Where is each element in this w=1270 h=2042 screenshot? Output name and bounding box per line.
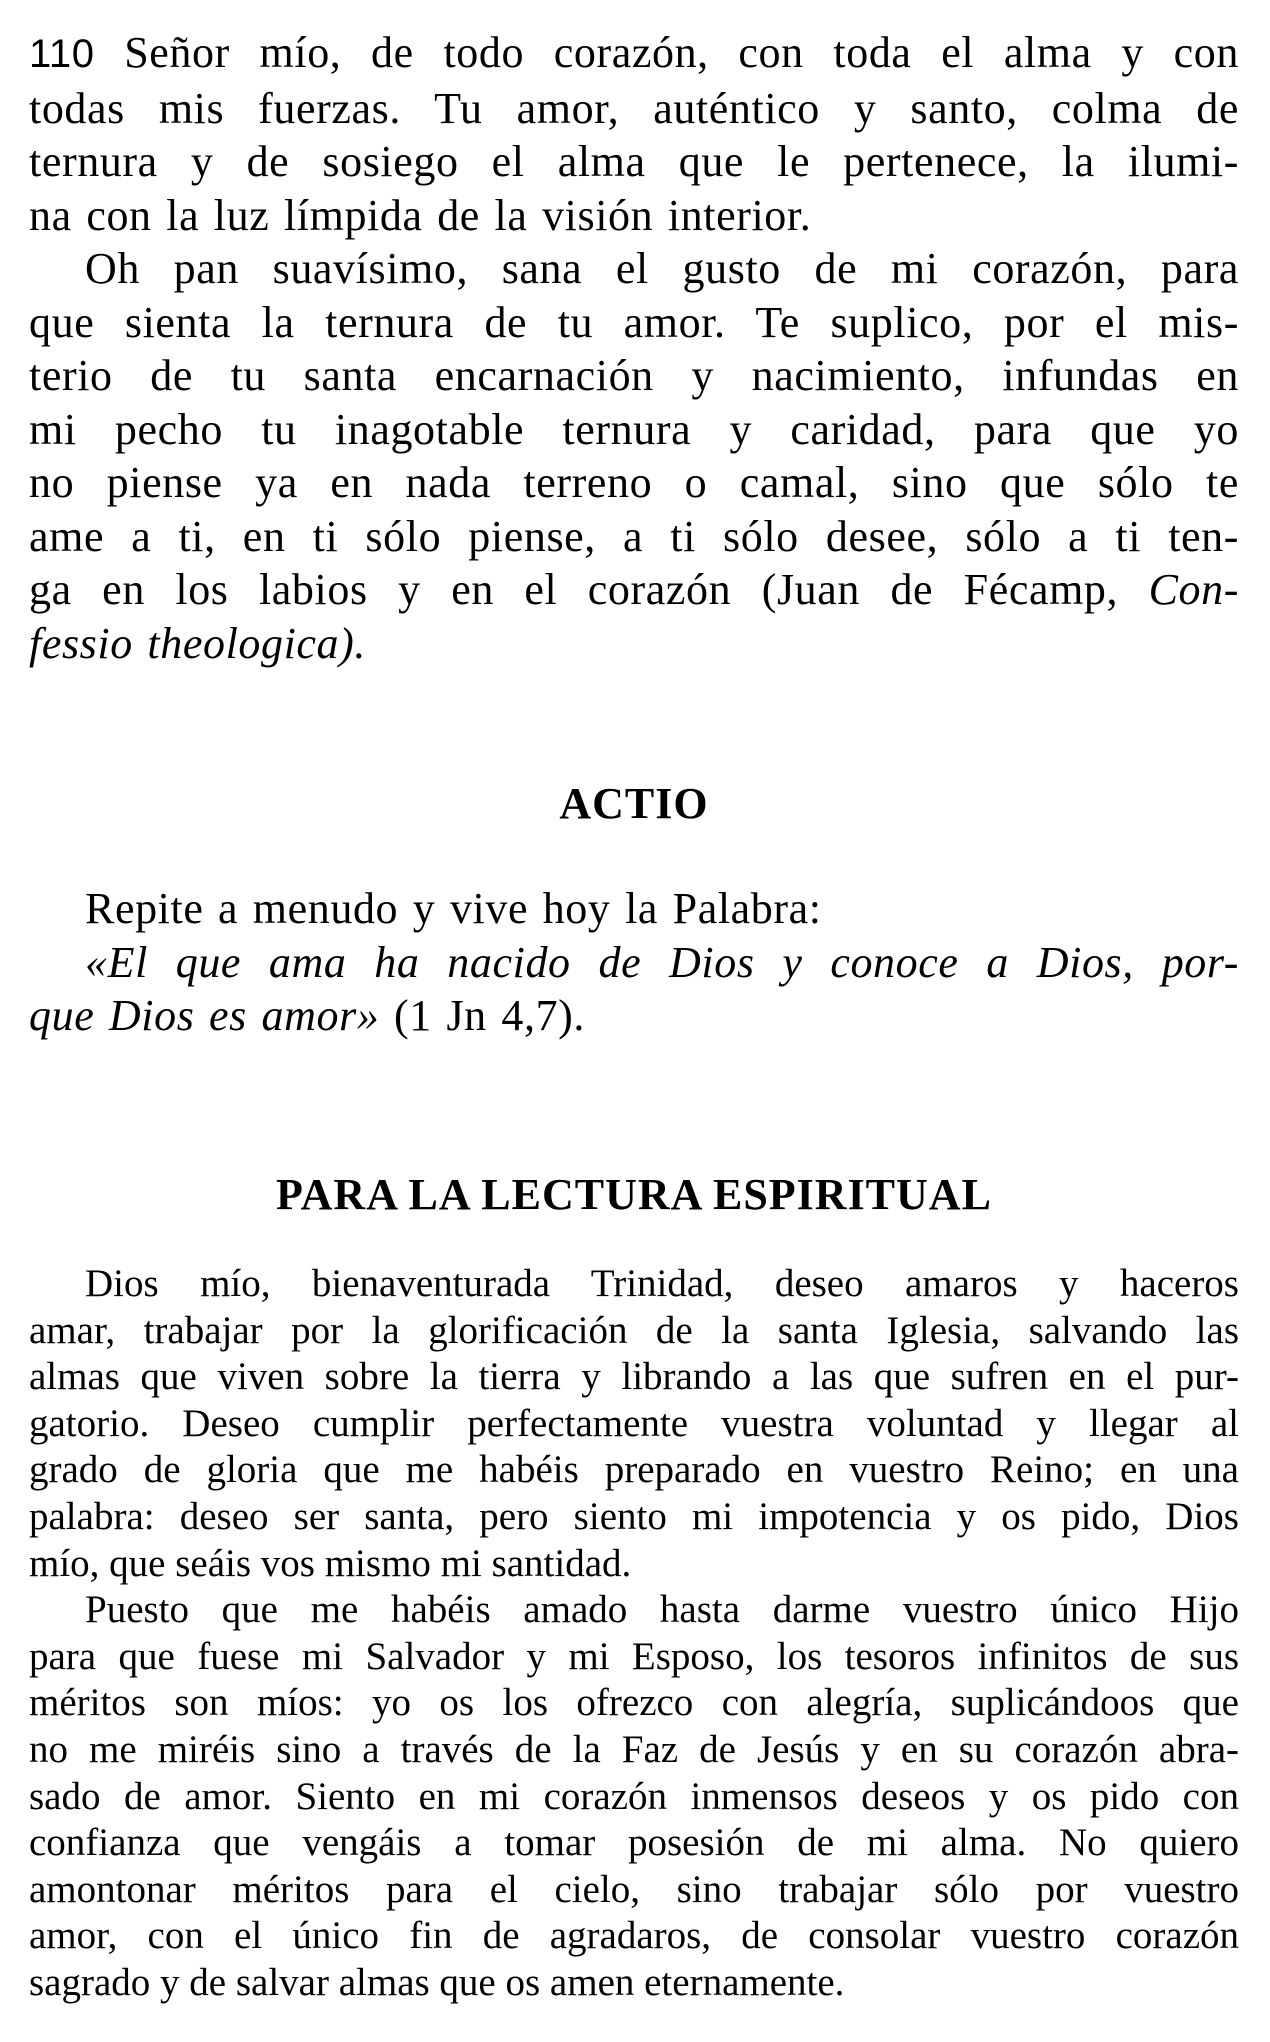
prayer-line: que sienta la ternura de tu amor. Te suplico, por el mis- [29,297,1239,347]
actio-quote-line: «El que ama ha nacido de Dios y conoce a Dios, por- [85,937,1239,987]
prayer-line: mi pecho tu inagotable ternura y caridad, para que yo [29,404,1239,454]
lectura-line: amor, con el único fin de agradaros, de consolar vuestro corazón [29,1914,1239,1958]
scripture-reference: (1 Jn 4,7). [379,991,586,1040]
lectura-line: grado de gloria que me habéis preparado en vuestro Reino; en una [29,1448,1239,1492]
source-title: Con- [1148,565,1239,614]
lectura-line: amontonar méritos para el cielo, sino trabajar sólo por vuestro [29,1867,1239,1911]
lectura-line: almas que viven sobre la tierra y librando a las que sufren en el pur- [29,1355,1239,1399]
prayer-line: Oh pan suavísimo, sana el gusto de mi corazón, para [85,244,1239,293]
prayer-line: ga en los labios y en el corazón (Juan de Fécamp, Con- [29,565,1239,614]
actio-line: Repite a menudo y vive hoy la Palabra: [85,884,822,933]
actio-heading: ACTIO [559,779,709,828]
lectura-line: gatorio. Deseo cumplir perfectamente vuestra voluntad y llegar al [29,1401,1239,1445]
prayer-text [29,26,1239,670]
actio-quote-line: que Dios es amor» (1 Jn 4,7). [29,991,586,1040]
prayer-line: todas mis fuerzas. Tu amor, auténtico y santo, colma de [29,83,1239,133]
prayer-line: no piense ya en nada terreno o camal, sino que sólo te [29,458,1239,507]
prayer-line: ternura y de sosiego el alma que le pertenece, la ilumi- [29,137,1239,186]
lectura-line: palabra: deseo ser santa, pero siento mi impotencia y os pido, Dios [29,1494,1239,1538]
lectura-line: Puesto que me habéis amado hasta darme vuestro único Hijo [85,1588,1239,1632]
lectura-line: mío, que seáis vos mismo mi santidad. [29,1541,632,1585]
lectura-text [29,1261,1239,2007]
lectura-line: para que fuese mi Salvador y mi Esposo, los tesoros infinitos de sus [29,1634,1239,1678]
actio-text [29,882,1239,1043]
page [29,26,1239,2004]
prayer-line: terio de tu santa encarnación y nacimiento, infundas en [29,351,1239,400]
prayer-line: 110 Señor mío, de todo corazón, con toda el alma y con [29,28,1239,77]
lectura-line: Dios mío, bienaventurada Trinidad, deseo amaros y haceros [85,1262,1239,1305]
lectura-line: amar, trabajar por la glorificación de la santa Iglesia, salvando las [29,1308,1239,1352]
lectura-line: sado de amor. Siento en mi corazón inmensos deseos y os pido con [29,1774,1239,1818]
lectura-heading: PARA LA LECTURA ESPIRITUAL [276,1170,992,1219]
prayer-line: na con la luz límpida de la visión interior. [29,190,812,240]
prayer-line: ame a ti, en ti sólo piense, a ti sólo desee, sólo a ti ten- [29,511,1239,561]
prayer-line [29,617,1239,671]
lectura-line: no me miréis sino a través de la Faz de Jesús y en su corazón abra- [29,1727,1239,1771]
source-title: fessio theologica). [29,618,367,668]
lectura-line: méritos son míos: yo os los ofrezco con alegría, suplicándoos que [29,1681,1239,1725]
lectura-line: sagrado y de salvar almas que os amen eternamente. [29,1960,845,2004]
page-number: 110 [29,32,95,76]
lectura-line: confianza que vengáis a tomar posesión de mi alma. No quiero [29,1821,1239,1865]
